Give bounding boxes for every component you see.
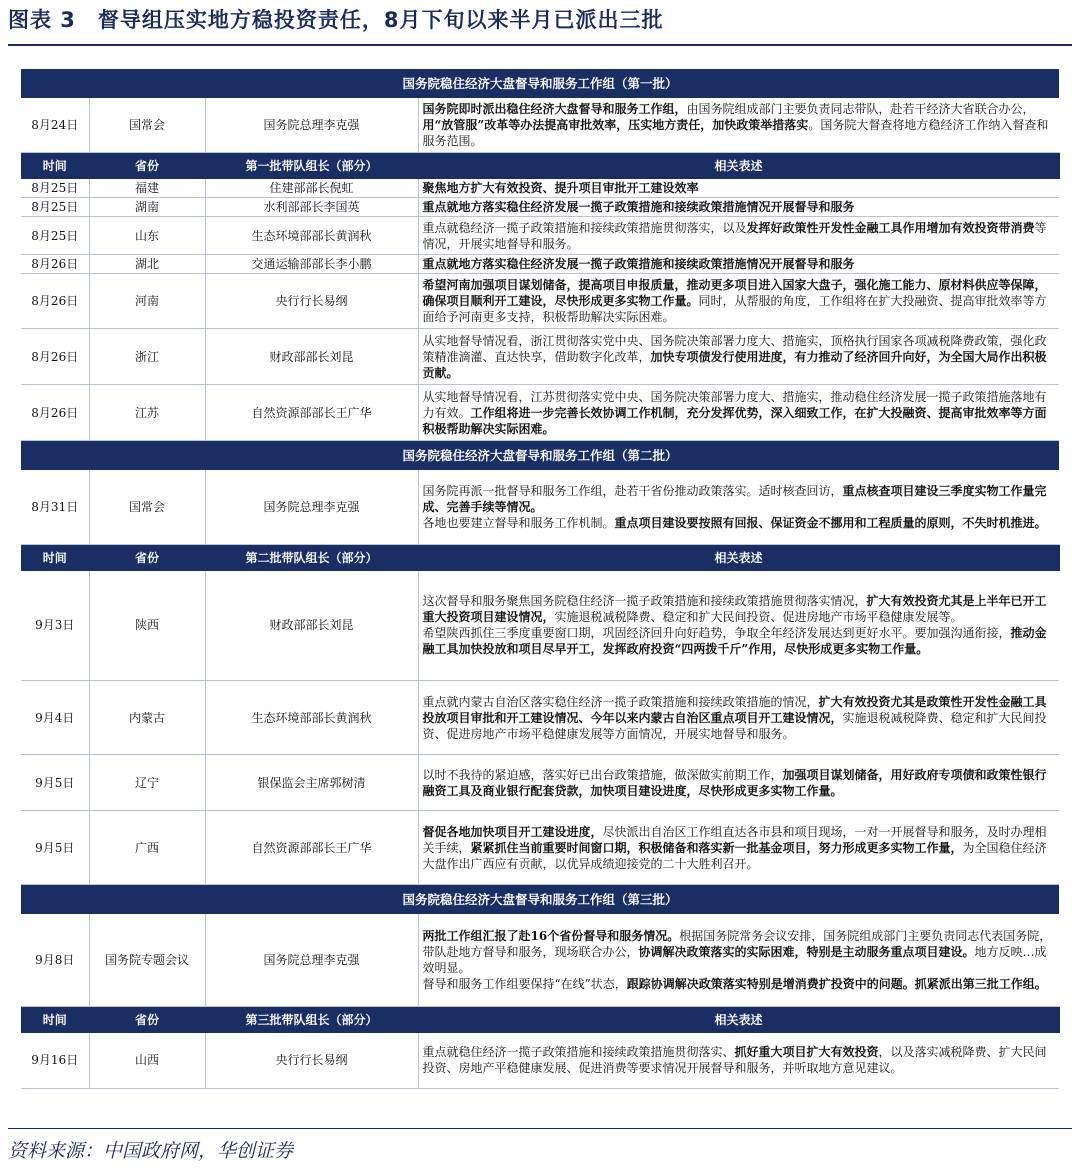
description-text: 督导和服务工作组要保持“在线”状态，	[422, 976, 627, 991]
description-text: 国务院再派一批督导和服务工作组，赴若干省份推动政策落实。适时核查回访，	[422, 483, 843, 498]
table-row	[21, 385, 1059, 441]
header-leader: 第三批带队组长（部分）	[205, 1006, 418, 1033]
province-cell: 湖南	[89, 198, 205, 217]
province-cell: 山西	[89, 1033, 205, 1089]
section-header-batch3	[21, 885, 1059, 915]
date-cell: 8月31日	[21, 470, 89, 544]
table-row	[21, 98, 1059, 152]
table-row	[21, 1033, 1059, 1089]
description-cell	[418, 329, 1059, 385]
leader-cell: 国务院总理李克强	[205, 914, 418, 1006]
date-cell: 9月3日	[21, 571, 89, 681]
description-cell	[418, 914, 1059, 1006]
leader-cell: 央行行长易纲	[205, 1033, 418, 1089]
column-header-batch3	[21, 1006, 1059, 1033]
date-cell: 9月16日	[21, 1033, 89, 1089]
description-cell	[418, 385, 1059, 441]
leader-cell: 国务院总理李克强	[205, 98, 418, 152]
description-cell	[418, 571, 1059, 681]
description-text: 等情况，开展实地督导和服务。	[422, 220, 1047, 251]
column-header-batch2	[21, 544, 1059, 571]
date-cell: 8月26日	[21, 385, 89, 441]
date-cell: 8月25日	[21, 217, 89, 255]
emphasis-text: 扩大有效投资尤其是政策性开发性金融工具投放项目审批和开工建设情况、今年以来内蒙古自治区重点项目开工建设情况，	[422, 694, 1047, 725]
table-row	[21, 470, 1059, 544]
leader-cell: 住建部部长倪虹	[205, 179, 418, 198]
description-text: 重点就内蒙古自治区落实稳住经济一揽子政策措施和接续政策措施的情况，	[422, 694, 819, 709]
description-text: 实施退税减税降费、稳定和扩大民间投资、促进房地产市场平稳健康发展等。	[554, 610, 963, 625]
date-cell: 8月26日	[21, 255, 89, 274]
header-leader: 第二批带队组长（部分）	[205, 544, 418, 571]
table-row	[21, 571, 1059, 681]
description-text: 重点就稳经济一揽子政策措施和接续政策措施贯彻落实，以及	[422, 220, 747, 235]
province-cell: 山东	[89, 217, 205, 255]
emphasis-text: 推动金融工具加快投放和项目尽早开工，发挥政府投资“四两拨千斤”作用，尽快形成更多实物工作量。	[422, 626, 1047, 657]
figure-title: 图表 3 督导组压实地方稳投资责任，8月下旬以来半月已派出三批	[8, 8, 664, 32]
emphasis-text: 加强项目谋划储备，用好政府专项债和政策性银行融资工具及商业银行配套贷款，加快项目建设进度，尽快形成更多实物工作量。	[422, 767, 1047, 798]
leader-cell: 水利部部长李国英	[205, 198, 418, 217]
province-cell: 内蒙古	[89, 681, 205, 755]
description-text: 。国务院大督查将地方稳经济工作纳入督查和服务范围。	[422, 117, 1049, 148]
emphasis-text: 跟踪协调解决政策落实特别是增消费扩投资中的问题。抓紧派出第三批工作组。	[626, 976, 1047, 991]
description-text: 为全国稳住经济大盘作出广西应有贡献，以优异成绩迎接党的二十大胜利召开。	[422, 840, 1047, 871]
supervision-table	[21, 69, 1060, 1089]
emphasis-text: 工作组将进一步完善长效协调工作机制，充分发挥优势，深入细致工作，在扩大投融资、提高审批效率等方面积极帮助解决实际困难。	[422, 405, 1047, 436]
emphasis-text: 紧紧抓住当前重要时间窗口期，积极储备和落实新一批基金项目，努力形成更多实物工作量，	[470, 840, 963, 855]
description-cell	[418, 1033, 1059, 1089]
source-note: 资料来源：中国政府网，华创证券	[8, 1140, 294, 1162]
column-header-batch1	[21, 152, 1059, 179]
emphasis-text: 加快专项债发行使用进度，有力推动了经济回升向好，为全国大局作出积极贡献。	[422, 349, 1047, 380]
description-cell	[418, 98, 1059, 152]
emphasis-text: 重点就地方落实稳住经济发展一揽子政策措施和接续政策措施情况开展督导和服务	[422, 200, 855, 214]
header-province: 省份	[89, 152, 205, 179]
province-cell: 江苏	[89, 385, 205, 441]
table-row	[21, 217, 1059, 255]
table-row	[21, 914, 1059, 1006]
emphasis-text: 聚焦地方扩大有效投资、提升项目审批开工建设效率	[422, 180, 699, 195]
description-text: 地方反映…成效明显。	[422, 944, 1047, 975]
province-cell: 辽宁	[89, 755, 205, 811]
description-text: 同时，从帮服的角度，工作组将在扩大投融资、提高审批效率等方面给予河南更多支持，积极帮助解决实际困难。	[422, 294, 1047, 324]
province-cell: 国常会	[89, 470, 205, 544]
province-cell: 陕西	[89, 571, 205, 681]
table-row	[21, 198, 1059, 217]
description-cell	[418, 217, 1059, 255]
province-cell: 湖北	[89, 255, 205, 274]
description-text: 根据国务院常务会议安排，国务院组成部门主要负责同志代表国务院，带队赴地方督导和服务，现场联合办公，	[422, 928, 1052, 959]
section-title: 国务院稳住经济大盘督导和服务工作组（第二批）	[21, 441, 1059, 471]
table-row	[21, 255, 1059, 274]
leader-cell: 自然资源部部长王广华	[205, 811, 418, 885]
header-description: 相关表述	[418, 1006, 1059, 1033]
description-cell	[418, 255, 1059, 274]
description-text: 重点就稳住经济一揽子政策措施和接续政策措施贯彻落实、	[422, 1045, 735, 1060]
date-cell: 9月5日	[21, 755, 89, 811]
province-cell: 国常会	[89, 98, 205, 152]
title-divider	[8, 44, 1072, 46]
description-cell	[418, 198, 1059, 217]
header-leader: 第一批带队组长（部分）	[205, 152, 418, 179]
leader-cell: 交通运输部部长李小鹏	[205, 255, 418, 274]
date-cell: 8月25日	[21, 198, 89, 217]
emphasis-text: 发挥好政策性开发性金融工具作用增加有效投资带消费	[746, 220, 1035, 235]
date-cell: 9月5日	[21, 811, 89, 885]
table-row	[21, 811, 1059, 885]
date-cell: 8月25日	[21, 179, 89, 198]
header-date: 时间	[21, 544, 89, 571]
header-province: 省份	[89, 544, 205, 571]
leader-cell: 央行行长易纲	[205, 274, 418, 329]
leader-cell: 财政部部长刘昆	[205, 571, 418, 681]
emphasis-text: 重点就地方落实稳住经济发展一揽子政策措施和接续政策措施情况开展督导和服务	[422, 257, 855, 271]
table-row	[21, 681, 1059, 755]
section-header-batch1	[21, 69, 1059, 98]
description-text: 实施退税减税降费、稳定和扩大民间投资、促进房地产市场平稳健康发展等方面情况，开展实地督导和服务。	[422, 710, 1047, 741]
description-cell	[418, 811, 1059, 885]
emphasis-text: 督促各地加快项目开工建设进度，	[422, 824, 603, 839]
emphasis-text: 重点项目建设要按照有回报、保证资金不挪用和工程质量的原则，不失时机推进。	[614, 515, 1047, 530]
description-text: 从实地督导情况看，浙江贯彻落实党中央、国务院决策部署力度大、措施实，顶格执行国家各项减税降费政策，强化政策精准滴灌、直达快享，借助数字化改革，	[422, 333, 1047, 364]
emphasis-text: 希望河南加强项目谋划储备，提高项目申报质量，推动更多项目进入国家大盘子，强化施工能力、原材料供应等保障，确保项目顺利开工建设，尽快形成更多实物工作量。	[422, 278, 1047, 308]
emphasis-text: 用“放管服”改革等办法提高审批效率，压实地方责任，加快政策举措落实	[422, 117, 809, 132]
date-cell: 8月26日	[21, 329, 89, 385]
source-divider	[8, 1128, 1072, 1129]
emphasis-text: 国务院即时派出稳住经济大盘督导和服务工作组，	[422, 101, 687, 116]
emphasis-text: 抓好重大项目扩大有效投资	[734, 1045, 879, 1060]
description-cell	[418, 755, 1059, 811]
description-text: 从实地督导情况看，江苏贯彻落实党中央、国务院决策部署力度大、措施实，推动稳住经济发展一揽子政策措施落地有力有效。	[422, 389, 1047, 420]
emphasis-text: 重点核查项目建设三季度实物工作量完成、完善手续等情况。	[422, 483, 1047, 514]
leader-cell: 银保监会主席郭树清	[205, 755, 418, 811]
header-description: 相关表述	[418, 152, 1059, 179]
description-cell	[418, 470, 1059, 544]
description-text: 尽快派出自治区工作组直达各市县和项目现场，一对一开展督导和服务，及时办理相关手续，	[422, 824, 1047, 855]
description-cell	[418, 274, 1059, 329]
description-text: 由国务院组成部门主要负责同志带队，赴若干经济大省联合办公，	[686, 101, 1035, 116]
emphasis-text: 扩大有效投资尤其是上半年已开工重大投资项目建设情况，	[422, 594, 1047, 625]
header-date: 时间	[21, 1006, 89, 1033]
header-description: 相关表述	[418, 544, 1059, 571]
description-cell	[418, 681, 1059, 755]
date-cell: 9月8日	[21, 914, 89, 1006]
province-cell: 国务院专题会议	[89, 914, 205, 1006]
description-text: ，以及落实减税降费、扩大民间投资、房地产平稳健康发展、促进消费等要求情况开展督导和服务，并听取地方意见建议。	[422, 1045, 1047, 1076]
description-text: 以时不我待的紧迫感，落实好已出台政策措施，做深做实前期工作，	[422, 767, 783, 782]
province-cell: 浙江	[89, 329, 205, 385]
leader-cell: 自然资源部部长王广华	[205, 385, 418, 441]
leader-cell: 生态环境部部长黄润秋	[205, 681, 418, 755]
description-text: 这次督导和服务聚焦国务院稳住经济一揽子政策措施和接续政策措施贯彻落实情况，	[422, 594, 867, 609]
leader-cell: 国务院总理李克强	[205, 470, 418, 544]
province-cell: 福建	[89, 179, 205, 198]
table-row	[21, 755, 1059, 811]
emphasis-text: 两批工作组汇报了赴16个省份督导和服务情况。	[422, 928, 680, 943]
section-header-batch2	[21, 441, 1059, 471]
header-date: 时间	[21, 152, 89, 179]
province-cell: 广西	[89, 811, 205, 885]
description-text: 希望陕西抓住三季度重要窗口期，巩固经济回升向好趋势，争取全年经济发展达到更好水平。要加强沟通衔接，	[422, 626, 1011, 641]
leader-cell: 生态环境部部长黄润秋	[205, 217, 418, 255]
table-row	[21, 179, 1059, 198]
province-cell: 河南	[89, 274, 205, 329]
table-row	[21, 329, 1059, 385]
description-cell	[418, 179, 1059, 198]
header-province: 省份	[89, 1006, 205, 1033]
date-cell: 8月24日	[21, 98, 89, 152]
description-text: 各地也要建立督导和服务工作机制。	[422, 515, 615, 530]
date-cell: 9月4日	[21, 681, 89, 755]
leader-cell: 财政部部长刘昆	[205, 329, 418, 385]
table-row	[21, 274, 1059, 329]
section-title: 国务院稳住经济大盘督导和服务工作组（第三批）	[21, 885, 1059, 915]
emphasis-text: 协调解决政策落实的实际困难，特别是主动服务重点项目建设。	[638, 944, 975, 959]
section-title: 国务院稳住经济大盘督导和服务工作组（第一批）	[21, 69, 1059, 98]
date-cell: 8月26日	[21, 274, 89, 329]
